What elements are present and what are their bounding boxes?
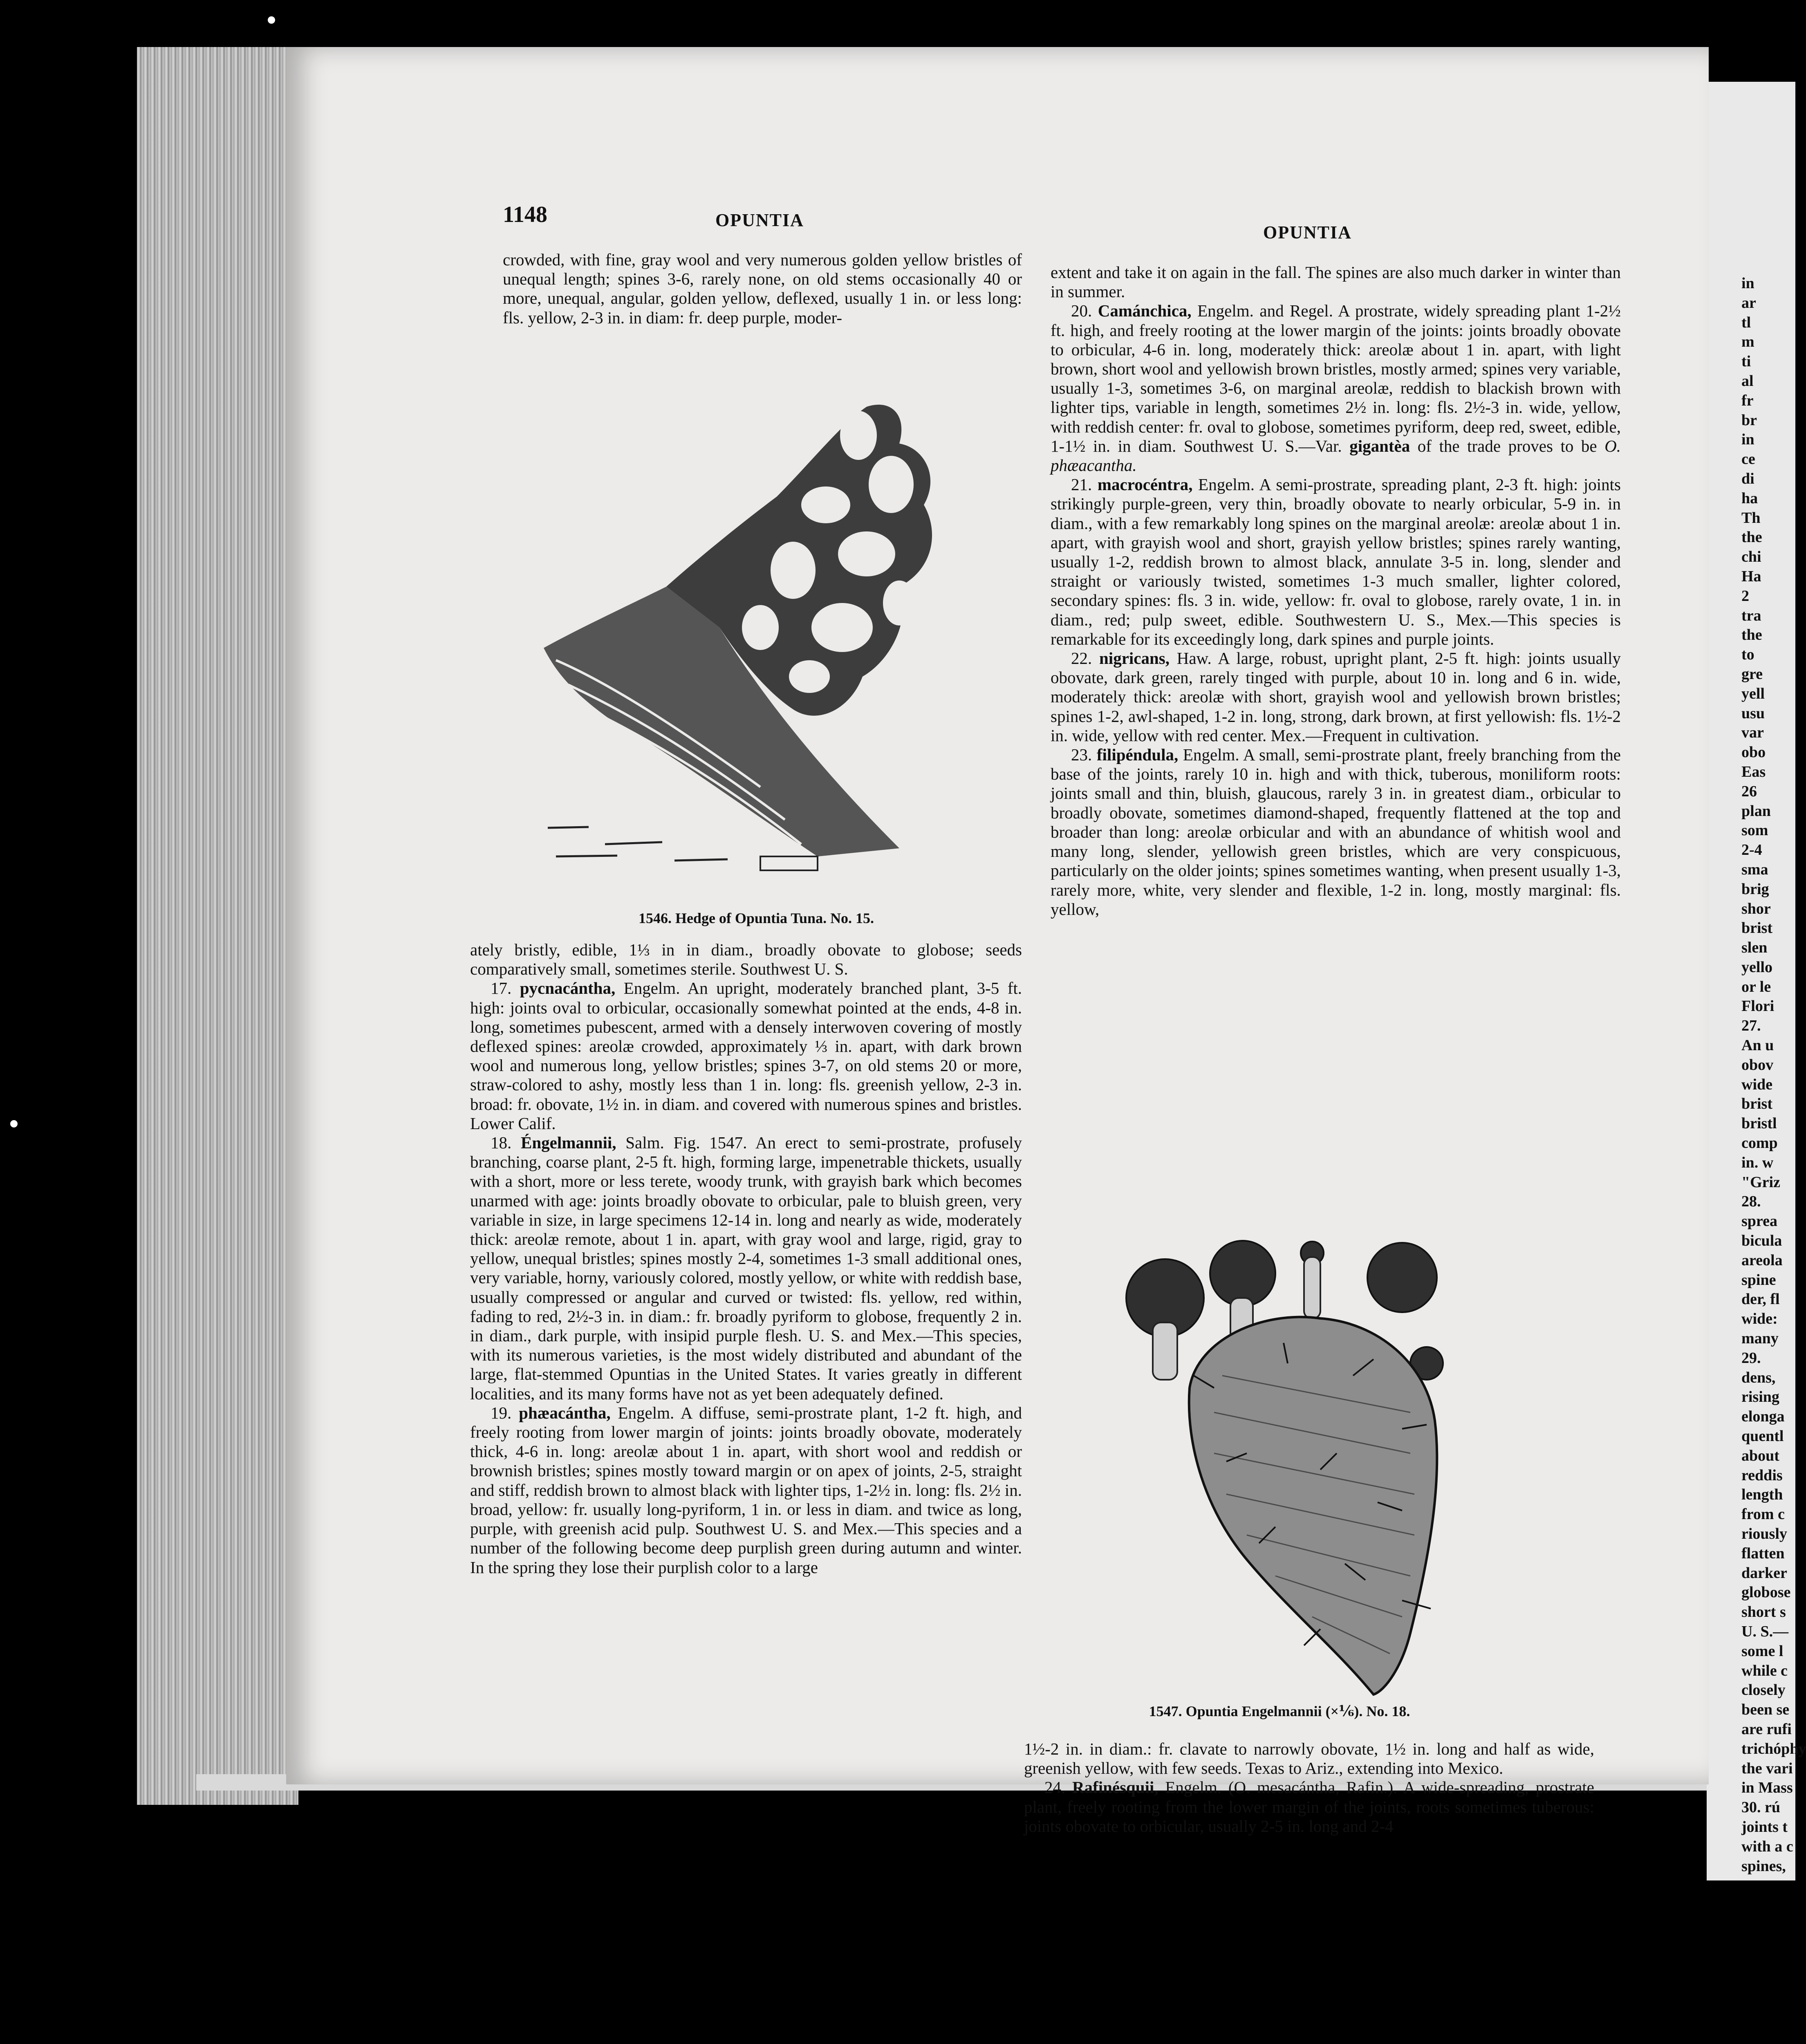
facing-page-line: U. S.— bbox=[1741, 1623, 1789, 1640]
entry-20-synonym: O. phæacantha. bbox=[1051, 436, 1621, 475]
facing-page-line: shor bbox=[1741, 900, 1771, 917]
facing-page-line: brig bbox=[1741, 880, 1769, 898]
facing-page-line: gre bbox=[1741, 665, 1763, 683]
scan-speck bbox=[10, 1120, 18, 1127]
facing-page-line: 30. rú bbox=[1741, 1799, 1780, 1816]
facing-page-line: br bbox=[1741, 411, 1757, 429]
facing-page-line: obo bbox=[1741, 744, 1766, 761]
scan-speck bbox=[268, 16, 275, 24]
entry-23-text: Engelm. A small, semi-prostrate plant, freely branching from the base of the joints, rarely 10 in. high and with thick, tuberous, moniliform roots: joints small and thin, bluish, glaucous, rarely 3 in. in greatest diam., orbicular to broadly obovate, sometimes diamond-shaped, frequently flattened at the top and broader than long: areolæ orbicular and with an abundance of whitish wool and many long, slender, yellowish green bristles, which are very conspicuous, particularly on the older joints; spines sometimes wanting, when present usually 1-3, rarely more, white, very slender and flexible, 1-2 in. long, mostly marginal: fls. yellow, bbox=[1051, 745, 1621, 919]
facing-page-line: are rufi bbox=[1741, 1720, 1792, 1738]
facing-page-line: Th bbox=[1741, 509, 1761, 527]
facing-page-line: yell bbox=[1741, 685, 1765, 702]
facing-page-line: Flori bbox=[1741, 997, 1775, 1015]
entry-20-tail: of the trade proves to be bbox=[1417, 436, 1597, 455]
facing-page-line: many bbox=[1741, 1330, 1779, 1347]
fig-1546-caption: 1546. Hedge of Opuntia Tuna. No. 15. bbox=[638, 910, 874, 926]
entry-19-name: phæacántha, bbox=[519, 1403, 611, 1422]
facing-page-line: usu bbox=[1741, 704, 1765, 722]
facing-page-line: globose bbox=[1741, 1584, 1791, 1601]
facing-page-line: An u bbox=[1741, 1037, 1774, 1054]
entry-22-name: nigricans, bbox=[1099, 649, 1170, 668]
facing-page-line: obov bbox=[1741, 1056, 1774, 1074]
facing-page-line: some l bbox=[1741, 1642, 1784, 1660]
facing-page-line: tl bbox=[1741, 314, 1751, 331]
running-head-left: OPUNTIA bbox=[715, 210, 804, 230]
entry-22-text: Haw. A large, robust, upright plant, 2-5 ft. high: joints usually obovate, dark green, rarely tinged with purple, about 10 in. long and 6 in. wide, moderately thick: areolæ with short, grayish wool and yellowish brown bristles; spines 1-2, awl-shaped, 1-2 in. long, strong, dark brown, at first yellowish: fls. 1½-2 in. wide, yellow with red center. Mex.—Frequent in cultivation. bbox=[1051, 649, 1621, 745]
facing-page-line: wide: bbox=[1741, 1310, 1778, 1328]
facing-page-line: flatten bbox=[1741, 1544, 1785, 1562]
entry-24-name: Rafinésquii, bbox=[1072, 1778, 1158, 1797]
facing-page-line: quentl bbox=[1741, 1428, 1784, 1445]
facing-page-line: the vari bbox=[1741, 1759, 1793, 1777]
facing-page-line: 26 bbox=[1741, 782, 1757, 800]
facing-page-line: reddis bbox=[1741, 1466, 1783, 1484]
facing-page-line: with a c bbox=[1741, 1838, 1793, 1855]
facing-page-line: the bbox=[1741, 626, 1762, 644]
fig-1547-opuntia-engelmannii-illustration bbox=[1091, 1241, 1459, 1699]
col1-top-text: crowded, with fine, gray wool and very numerous golden yellow bristles of unequal length; spines 3-6, rarely none, on old stems occasionally 40 or more, unequal, angular, golden yellow, deflexed, usually 1 in. or less long: fls. yellow, 2-3 in. in diam: fr. deep purple, moder- bbox=[503, 250, 1022, 327]
facing-page-line: Eas bbox=[1741, 763, 1766, 780]
facing-page-line: Ha bbox=[1741, 567, 1761, 585]
entry-23-name: filipéndula, bbox=[1096, 745, 1179, 764]
entry-23 bbox=[1051, 745, 1621, 919]
facing-page-line: som bbox=[1741, 822, 1768, 839]
facing-page-line: to bbox=[1741, 646, 1754, 663]
facing-page-line: about bbox=[1741, 1447, 1779, 1464]
facing-page-text bbox=[1707, 82, 1806, 1876]
entry-21 bbox=[1051, 475, 1621, 649]
entry-18 bbox=[470, 1133, 1022, 1403]
facing-page-line: ha bbox=[1741, 489, 1758, 507]
entry-24-text: Engelm. (O. mesacántha, Rafin.). A wide-spreading, prostrate plant, freely rooting from the lower margin of the joints, roots sometimes tuberous: joints obovate to orbicular, usually 2-5 in. long and 2-4 bbox=[1024, 1778, 1595, 1836]
facing-page-line: comp bbox=[1741, 1134, 1778, 1152]
column-1-bottom bbox=[470, 940, 1022, 1577]
facing-page-line: while c bbox=[1741, 1662, 1788, 1679]
facing-page-line: in. w bbox=[1741, 1154, 1774, 1171]
entry-23-number: 23. bbox=[1071, 745, 1092, 764]
entry-24-number: 24. bbox=[1044, 1778, 1066, 1797]
facing-page-line: slen bbox=[1741, 939, 1768, 957]
facing-page-line: chi bbox=[1741, 548, 1761, 566]
entry-20-name: Camánchica, bbox=[1098, 301, 1192, 320]
facing-page-line: in Mass bbox=[1741, 1779, 1793, 1797]
facing-page-line: elonga bbox=[1741, 1408, 1785, 1425]
entry-17 bbox=[470, 979, 1022, 1133]
facing-page-line: spine bbox=[1741, 1271, 1776, 1289]
facing-page-line: been se bbox=[1741, 1701, 1790, 1719]
facing-page-line: di bbox=[1741, 470, 1754, 487]
facing-page-line: wide bbox=[1741, 1076, 1772, 1093]
column-2-top bbox=[1051, 263, 1621, 919]
facing-page-line: plan bbox=[1741, 802, 1771, 820]
facing-page-line: length bbox=[1741, 1486, 1783, 1504]
facing-page-line: 27. bbox=[1741, 1017, 1761, 1035]
facing-page-line: joints t bbox=[1741, 1818, 1788, 1836]
entry-18-text: Salm. Fig. 1547. An erect to semi-prostrate, profusely branching, coarse plant, 2-5 ft. high, forming large, impenetrable thickets, usually with a short, more or less terete, woody trunk, with grayish bark which becomes unarmed with age: joints broadly obovate to orbicular, pale to bluish green, very variable in size, in large specimens 12-14 in. long and nearly as wide, moderately thick: areolæ remote, about 1 in. apart, with gray wool and large, rigid, gray to yellow, unequal bristles; spines mostly 2-4, sometimes 1-3 small additional ones, very variable, horny, variously colored, mostly yellow, or white with reddish base, usually compressed or angular and curved or twisted: fls. yellow, red within, fading to red, 2½-3 in. in diam.: fr. broadly pyriform to globose, frequently 2 in. in diam., dark purple, with insipid purple flesh. U. S. and Mex.—This species, with its numerous varieties, is the most widely distributed and abundant of the large, flat-stemmed Opuntias in the United States. It varies greatly in different localities, and its many forms have not as yet been adequately defined. bbox=[470, 1133, 1022, 1403]
entry-17-number: 17. bbox=[491, 979, 512, 998]
facing-page-line: sma bbox=[1741, 861, 1768, 878]
facing-page-fragment bbox=[1707, 82, 1806, 1880]
facing-page-line: the bbox=[1741, 529, 1762, 546]
entry-24 bbox=[1024, 1778, 1594, 1836]
entry-22-number: 22. bbox=[1071, 649, 1092, 668]
entry-17-text: Engelm. An upright, moderately branched plant, 3-5 ft. high: joints oval to orbicular, occasionally somewhat pointed at the ends, 4-8 in. long, sometimes pubescent, armed with a densely interwoven covering of mostly deflexed spines: areolæ crowded, approximately ⅓ in. apart, with dark brown wool and numerous long, yellow bristles; spines 3-7, on old stems 20 or more, straw-colored to ashy, mostly less than 1 in. long: fls. greenish yellow, 2-3 in. broad: fr. obovate, 1½ in. in diam. and covered with numerous spines and bristles. Lower Calif. bbox=[470, 979, 1022, 1133]
column-2-bottom bbox=[1024, 1739, 1594, 1836]
entry-21-name: macrocéntra, bbox=[1097, 475, 1193, 494]
facing-page-line: spines, bbox=[1741, 1857, 1786, 1875]
facing-page-line: from c bbox=[1741, 1506, 1785, 1523]
facing-page-line: ti bbox=[1741, 353, 1751, 370]
facing-page-line: 29. bbox=[1741, 1349, 1761, 1367]
facing-page-line: 2 bbox=[1741, 587, 1749, 605]
facing-page-line: ce bbox=[1741, 450, 1755, 468]
entry-19 bbox=[470, 1403, 1022, 1577]
facing-page-line: tra bbox=[1741, 607, 1761, 624]
facing-page-line: der, fl bbox=[1741, 1291, 1780, 1308]
entry-17-name: pycnacántha, bbox=[520, 979, 616, 998]
facing-page-line: sprea bbox=[1741, 1213, 1777, 1230]
col2-top-text: extent and take it on again in the fall. The spines are also much darker in winter than in summer. bbox=[1051, 263, 1621, 301]
column-1-top bbox=[503, 250, 1022, 327]
facing-page-line: closely bbox=[1741, 1681, 1786, 1699]
entry-20-variety: gigantèa bbox=[1349, 436, 1410, 455]
facing-page-line: ar bbox=[1741, 294, 1756, 312]
col2-after-figure: 1½-2 in. in diam.: fr. clavate to narrowly obovate, 1½ in. long and half as wide, greenish yellow, with few seeds. Texas to Ariz., extending into Mexico. bbox=[1024, 1739, 1594, 1778]
fig-1546-hedge-illustration bbox=[531, 399, 981, 901]
fig-1547-caption: 1547. Opuntia Engelmannii (×⅙). No. 18. bbox=[1149, 1703, 1410, 1719]
facing-page-line: areola bbox=[1741, 1251, 1783, 1269]
facing-page-line: or le bbox=[1741, 978, 1771, 995]
facing-page-line: brist bbox=[1741, 1095, 1772, 1113]
facing-page-line: 28. bbox=[1741, 1193, 1761, 1210]
book-page-edges bbox=[137, 47, 298, 1805]
facing-page-line: yello bbox=[1741, 958, 1772, 976]
running-head-right: OPUNTIA bbox=[1263, 222, 1352, 242]
facing-page-line: 2-4 bbox=[1741, 841, 1762, 859]
entry-21-text: Engelm. A semi-prostrate, spreading plant, 2-3 ft. high: joints strikingly purple-green, very thin, broadly obovate to nearly orbicular, 5-9 in. in diam., with a few remarkably long spines on the marginal areolæ: areolæ about 1 in. apart, with grayish wool and short, grayish yellow bristles; spines rarely wanting, usually 1-2, reddish brown to almost black, annulate 3-5 in. long, slender and straight or variously twisted, sometimes 1-3 much smaller, lighter colored, secondary spines: fls. 3 in. wide, yellow: fr. oval to globose, rarely ovate, 1 in. in diam., red; pulp sweet, edible. Southwestern U. S., Mex.—This species is remarkable for its exceedingly long, dark spines and purple joints. bbox=[1051, 475, 1621, 648]
page-number: 1148 bbox=[503, 202, 547, 227]
facing-page-line: al bbox=[1741, 372, 1754, 390]
col1-after-figure: ately bristly, edible, 1⅓ in in diam., broadly obovate to globose; seeds comparatively small, sometimes sterile. Southwest U. S. bbox=[470, 940, 1022, 979]
entry-21-number: 21. bbox=[1071, 475, 1092, 494]
facing-page-line: bicula bbox=[1741, 1232, 1782, 1250]
facing-page-line: in bbox=[1741, 275, 1754, 292]
facing-page-line: fr bbox=[1741, 392, 1754, 409]
facing-page-line: rising bbox=[1741, 1388, 1779, 1406]
facing-page-line: darker bbox=[1741, 1564, 1787, 1582]
facing-page-line: "Griz bbox=[1741, 1173, 1780, 1191]
facing-page-line: var bbox=[1741, 724, 1764, 742]
facing-page-line: bristl bbox=[1741, 1115, 1777, 1132]
book-page bbox=[286, 47, 1709, 1836]
entry-20 bbox=[1051, 301, 1621, 475]
facing-page-line: m bbox=[1741, 333, 1754, 351]
entry-19-number: 19. bbox=[491, 1403, 512, 1422]
entry-18-number: 18. bbox=[491, 1133, 512, 1152]
facing-page-line: brist bbox=[1741, 919, 1772, 937]
facing-page-line: dens, bbox=[1741, 1369, 1776, 1386]
entry-18-name: Éngelmannii, bbox=[520, 1133, 616, 1152]
facing-page-line: short s bbox=[1741, 1603, 1786, 1621]
entry-22 bbox=[1051, 649, 1621, 745]
facing-page-line: in bbox=[1741, 431, 1754, 448]
entry-20-text: Engelm. and Regel. A prostrate, widely spreading plant 1-2½ ft. high, and freely rooting at the lower margin of the joints: joints broadly obovate to orbicular, 4-6 in. long, moderately thick: areolæ about 1 in. apart, with light brown, short wool and yellowish brown bristles, mostly armed; spines very variable, usually 1-3, sometimes 3-6, on marginal areolæ, reddish to blackish brown with lighter tips, variable in length, sometimes 2½ in. long: fls. 2½-3 in. wide, yellow, with reddish center: fr. oval to globose, sometimes pyriform, deep red, sweet, edible, 1-1½ in. in diam. Southwest U. S.—Var. bbox=[1051, 301, 1621, 455]
facing-page-line: trichóphy bbox=[1741, 1740, 1806, 1757]
facing-page-line: riously bbox=[1741, 1525, 1787, 1542]
entry-20-number: 20. bbox=[1071, 301, 1092, 320]
entry-19-text: Engelm. A diffuse, semi-prostrate plant, 1-2 ft. high, and freely rooting from lower margin of joints: joints broadly obovate, moderately thick, 4-6 in. long: areolæ about 1 in. apart, with short wool and reddish or brownish bristles; spines mostly toward margin or on apex of joints, 2-5, straight and stiff, reddish brown to almost black with lighter tips, 1-2½ in. long: fls. 2½ in. broad, yellow: fr. usually long-pyriform, 1 in. or less in diam. and twice as long, purple, with greenish acid pulp. Southwest U. S. and Mex.—This species and a number of the following become deep purplish green during autumn and winter. In the spring they lose their purplish color to a large bbox=[470, 1403, 1022, 1577]
